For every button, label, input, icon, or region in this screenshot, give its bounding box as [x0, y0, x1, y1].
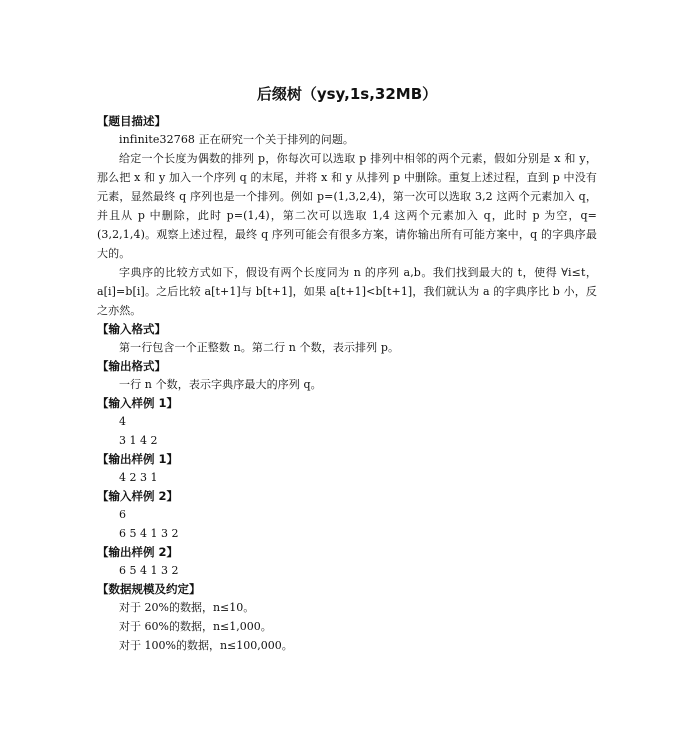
section-heading-description: 【题目描述】 [97, 114, 166, 128]
section-heading-sample-input-2: 【输入样例 2】 [97, 489, 179, 503]
sample-input-2-line: 6 [119, 508, 126, 521]
description-paragraph: 字典序的比较方式如下，假设有两个长度同为 n 的序列 a,b。我们找到最大的 t，使得 ∀i≤t，a[i]=b[i]。之后比较 a[t+1]与 b[t+1]，如果 a[t+1]<b[t+1]，我们就认为 a 的字典序比 b 小，反之亦然。 [97, 266, 597, 317]
section-heading-sample-output-2: 【输出样例 2】 [97, 545, 179, 559]
section-heading-sample-output-1: 【输出样例 1】 [97, 452, 179, 466]
sample-output-2-line: 6 5 4 1 3 2 [119, 564, 179, 577]
constraint-line: 对于 20%的数据，n≤10。 [119, 601, 255, 614]
section-heading-sample-input-1: 【输入样例 1】 [97, 396, 179, 410]
description-paragraph: 给定一个长度为偶数的排列 p，你每次可以选取 p 排列中相邻的两个元素，假如分别是 x 和 y，那么把 x 和 y 加入一个序列 q 的末尾，并将 x 和 y 从排列 p 中删除。重复上述过程，直到 p 中没有元素，显然最终 q 序列也是一个排列。例如 p=(1,3,2,4)，第一次可以选取 3,2 这两个元素加入 q，并且从 p 中删除，此时 p=(1,4)，第二次可以选取 1,4 这两个元素加入 q，此时 p 为空，q=(3,2,1,4)。观察上述过程，最终 q 序列可能会有很多方案，请你输出所有可能方案中，q 的字典序最大的。 [97, 152, 597, 260]
input-format-text: 第一行包含一个正整数 n。第二行 n 个数，表示排列 p。 [119, 341, 400, 354]
sample-input-1-line: 3 1 4 2 [119, 434, 158, 447]
sample-input-1-line: 4 [119, 415, 126, 428]
problem-document [97, 84, 597, 655]
output-format-text: 一行 n 个数，表示字典序最大的序列 q。 [119, 378, 322, 391]
sample-output-1-line: 4 2 3 1 [119, 471, 158, 484]
section-heading-output-format: 【输出格式】 [97, 359, 166, 373]
sample-input-2-line: 6 5 4 1 3 2 [119, 527, 179, 540]
section-heading-input-format: 【输入格式】 [97, 322, 166, 336]
constraint-line: 对于 100%的数据，n≤100,000。 [119, 639, 293, 652]
section-heading-constraints: 【数据规模及约定】 [97, 582, 201, 596]
constraint-line: 对于 60%的数据，n≤1,000。 [119, 620, 272, 633]
description-paragraph: infinite32768 正在研究一个关于排列的问题。 [119, 133, 355, 146]
page-title: 后缀树（ysy,1s,32MB） [256, 85, 438, 103]
